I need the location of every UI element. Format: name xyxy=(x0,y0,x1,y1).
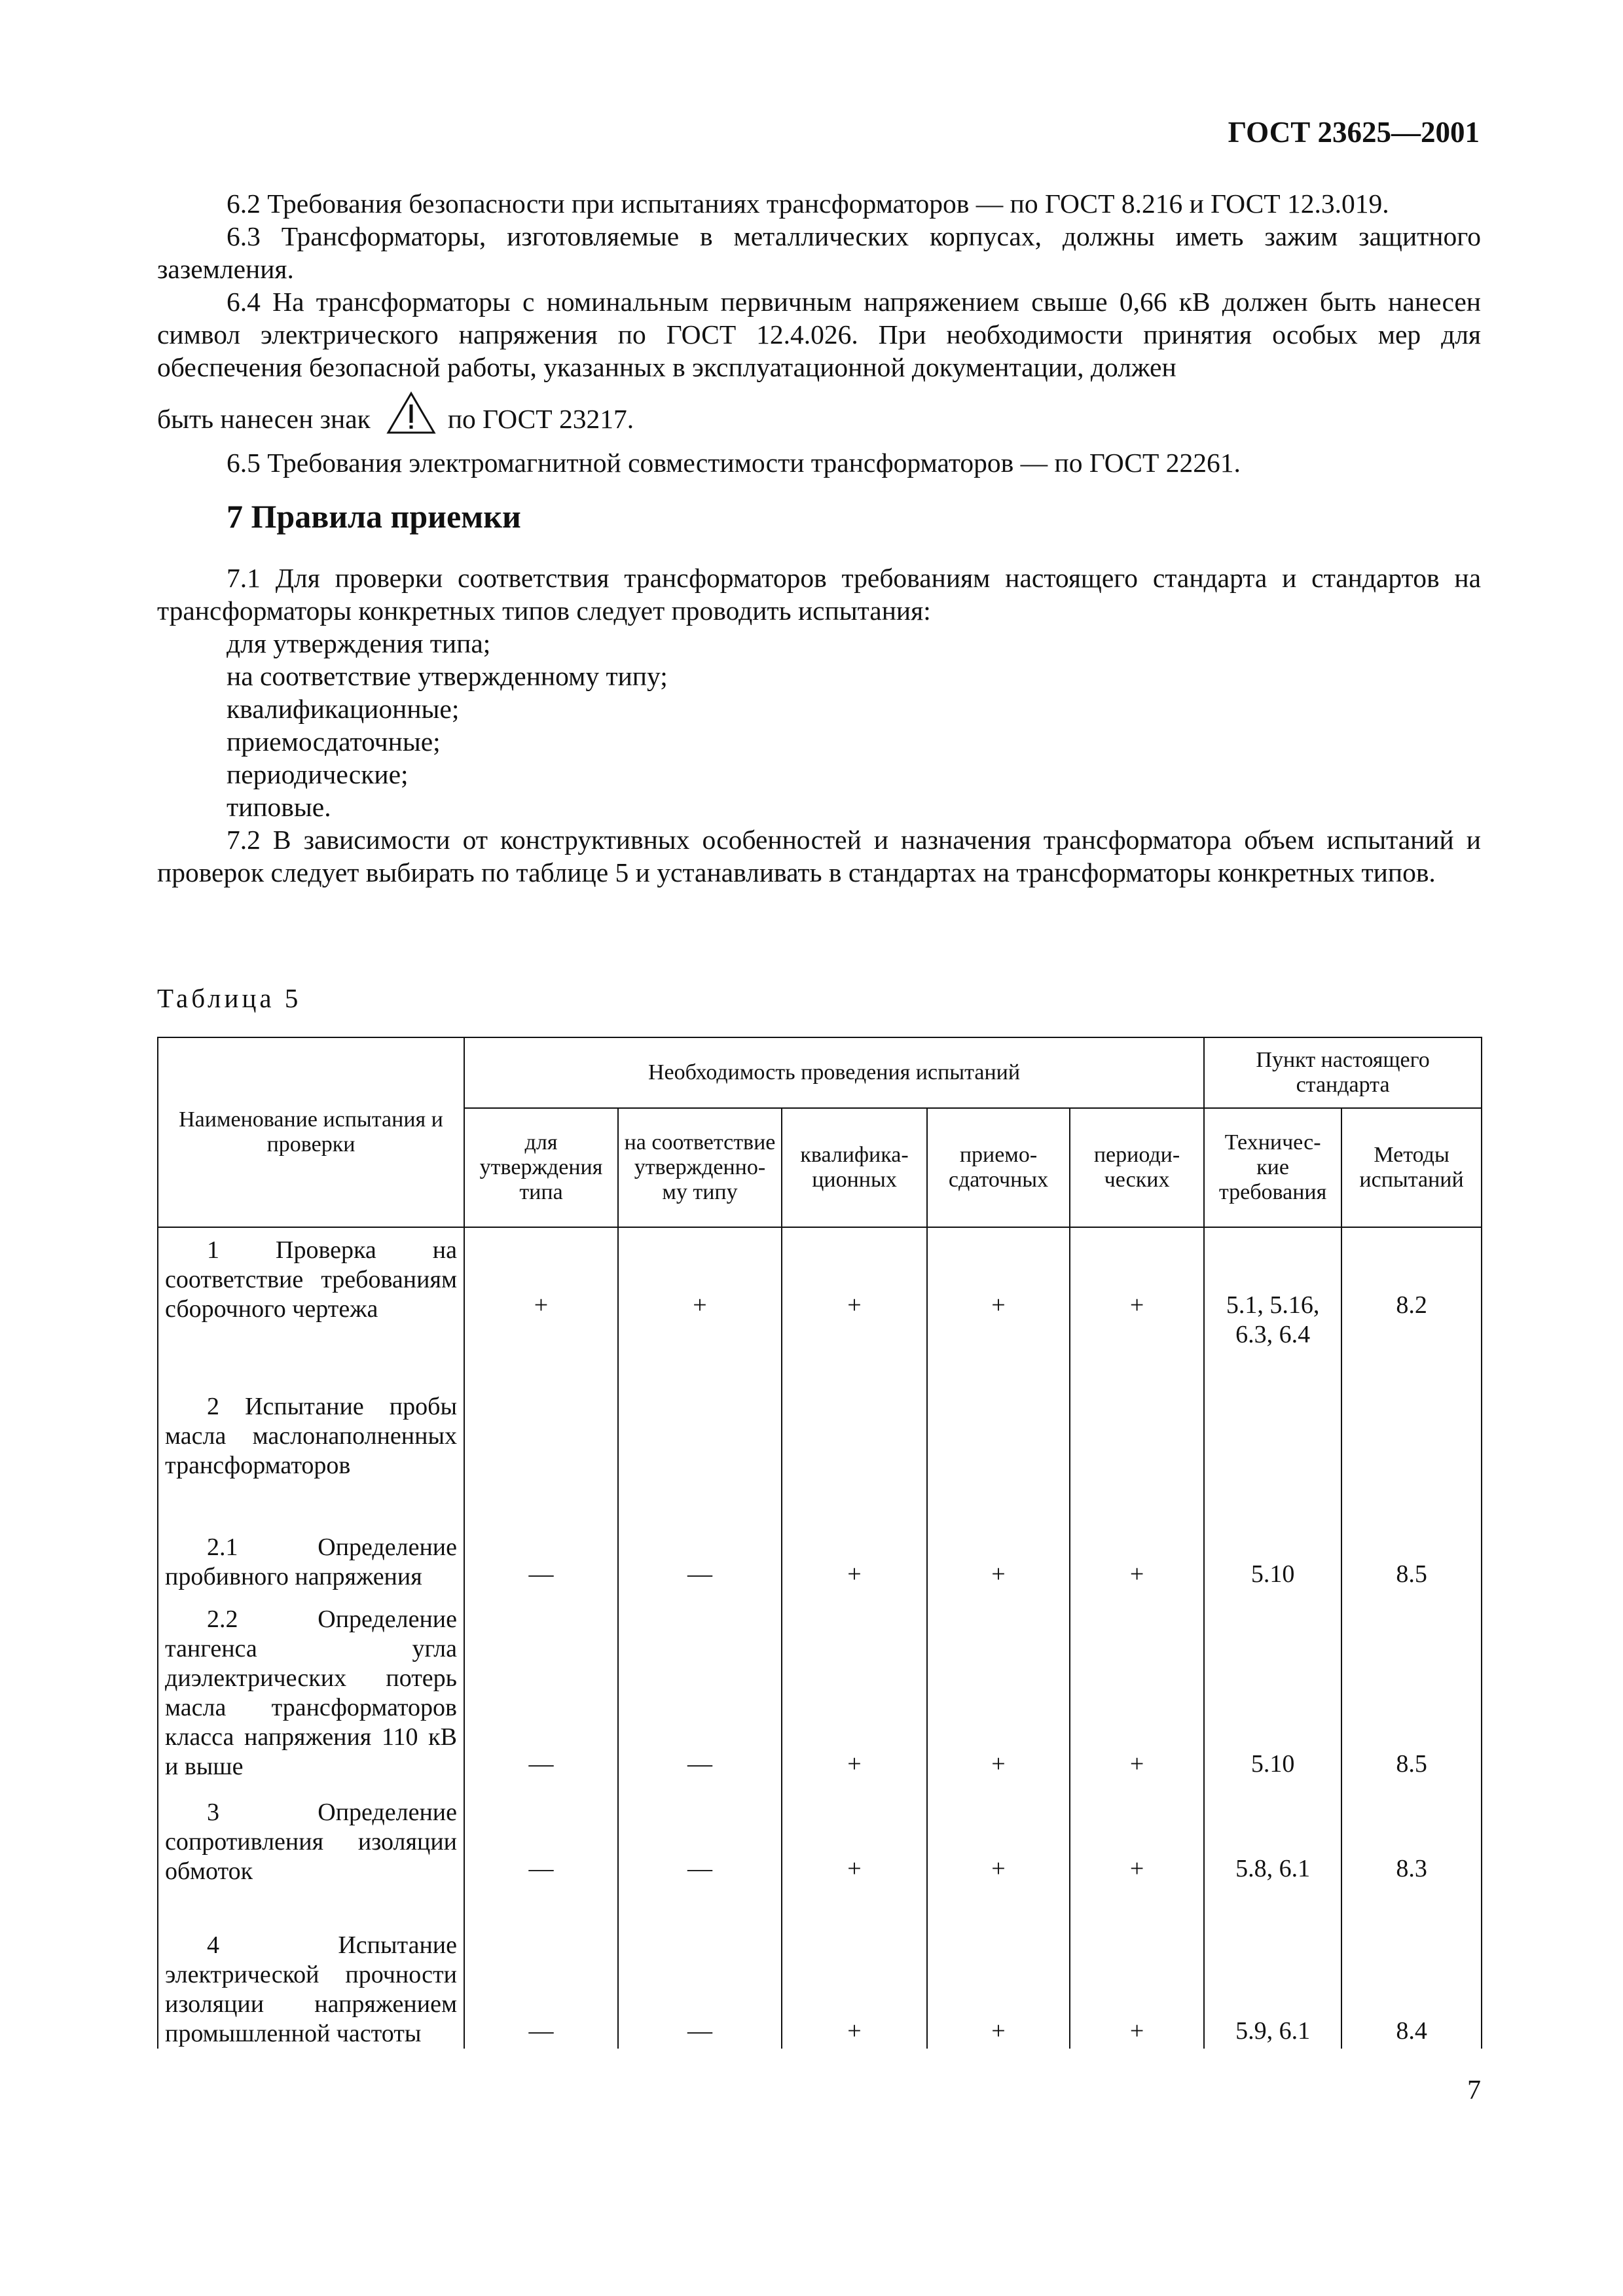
row-name: 3 Определение сопротивления изоляции обмоток xyxy=(165,1799,457,1885)
table-5 xyxy=(157,1037,1482,2049)
header-conformity: на соответствие утвержденно-му типу xyxy=(618,1108,782,1227)
cell-acceptance: + xyxy=(927,1227,1070,1384)
list-item: для утверждения типа; xyxy=(227,628,491,658)
cell-qualification: + xyxy=(782,1486,927,1592)
row-name: 2.2 Определение тангенса угла диэлектрических потерь масла трансформаторов класса напряжения 110 кВ и выше xyxy=(165,1605,457,1780)
cell-acceptance: + xyxy=(927,1592,1070,1782)
sign-line-before: быть нанесен знак xyxy=(157,404,371,434)
cell-acceptance: + xyxy=(927,1886,1070,2049)
cell-periodic: + xyxy=(1070,1592,1204,1782)
header-type-approval: для утверждения типа xyxy=(464,1108,618,1227)
paragraph-6-4-sign-line xyxy=(157,391,1481,439)
list-item: типовые. xyxy=(227,792,331,822)
cell-methods: 8.5 xyxy=(1341,1592,1482,1782)
cell-conformity xyxy=(618,1384,782,1486)
cell-tech-req: 5.1, 5.16, 6.3, 6.4 xyxy=(1204,1227,1341,1384)
cell-methods: 8.4 xyxy=(1341,1886,1482,2049)
cell-tech-req xyxy=(1204,1384,1341,1486)
table-row xyxy=(158,1227,1482,1384)
table-row xyxy=(158,1486,1482,1592)
sign-line-after: по ГОСТ 23217. xyxy=(447,404,634,434)
section-7-title: 7 Правила приемки xyxy=(227,498,521,535)
header-necessity: Необходимость проведения испытаний xyxy=(464,1037,1204,1108)
paragraph-6-4: 6.4 На трансформаторы с номинальным первичным напряжением свыше 0,66 кВ должен быть нанесен символ электрического напряжения по ГОСТ 12.4.026. При необходимости принятия особых мер для обеспечения безопасной работы, указанных в эксплуатационной документации, должен xyxy=(157,287,1481,382)
cell-conformity: — xyxy=(618,1886,782,2049)
list-item: на соответствие утвержденному типу; xyxy=(227,661,668,691)
list-item: квалификационные; xyxy=(227,694,460,724)
cell-conformity: — xyxy=(618,1782,782,1886)
row-name: 2.1 Определение пробивного напряжения xyxy=(165,1534,457,1590)
cell-periodic xyxy=(1070,1384,1204,1486)
header-methods: Методы испытаний xyxy=(1341,1108,1482,1227)
document-body xyxy=(157,187,1481,889)
cell-acceptance xyxy=(927,1384,1070,1486)
table-row xyxy=(158,1782,1482,1886)
cell-qualification: + xyxy=(782,1592,927,1782)
header-clause: Пункт настоящего стандарта xyxy=(1204,1037,1482,1108)
row-name: 4 Испытание электрической прочности изоляции напряжением промышленной частоты xyxy=(165,1931,457,2047)
cell-periodic: + xyxy=(1070,1886,1204,2049)
cell-tech-req: 5.10 xyxy=(1204,1486,1341,1592)
row-name: 1 Проверка на соответствие требованиям сборочного чертежа xyxy=(165,1236,457,1323)
cell-type-approval: + xyxy=(464,1227,618,1384)
paragraph-7-1: 7.1 Для проверки соответствия трансформаторов требованиям настоящего стандарта и стандартов на трансформаторы конкретных типов следует проводить испытания: xyxy=(157,563,1481,626)
row-name: 2 Испытание пробы масла маслонаполненных трансформаторов xyxy=(165,1393,457,1479)
cell-type-approval: — xyxy=(464,1592,618,1782)
paragraph-6-2: 6.2 Требования безопасности при испытаниях трансформаторов — по ГОСТ 8.216 и ГОСТ 12.3.019. xyxy=(227,188,1389,219)
cell-type-approval: — xyxy=(464,1782,618,1886)
cell-qualification: + xyxy=(782,1886,927,2049)
cell-conformity: + xyxy=(618,1227,782,1384)
cell-periodic: + xyxy=(1070,1782,1204,1886)
cell-type-approval xyxy=(464,1384,618,1486)
cell-conformity: — xyxy=(618,1486,782,1592)
table-caption: Таблица 5 xyxy=(157,983,302,1013)
warning-triangle-icon xyxy=(386,391,436,435)
header-acceptance: приемо-сдаточных xyxy=(927,1108,1070,1227)
list-item: приемосдаточные; xyxy=(227,726,441,757)
page-number: 7 xyxy=(1467,2075,1481,2106)
cell-conformity: — xyxy=(618,1592,782,1782)
cell-tech-req: 5.10 xyxy=(1204,1592,1341,1782)
paragraph-6-3: 6.3 Трансформаторы, изготовляемые в металлических корпусах, должны иметь зажим защитного заземления. xyxy=(157,221,1481,284)
header-qualification: квалифика-ционных xyxy=(782,1108,927,1227)
table-row xyxy=(158,1384,1482,1486)
table-row xyxy=(158,1886,1482,2049)
list-item: периодические; xyxy=(227,759,409,789)
cell-periodic: + xyxy=(1070,1227,1204,1384)
cell-tech-req: 5.8, 6.1 xyxy=(1204,1782,1341,1886)
cell-methods: 8.3 xyxy=(1341,1782,1482,1886)
document-code: ГОСТ 23625—2001 xyxy=(1228,116,1480,149)
cell-methods xyxy=(1341,1384,1482,1486)
header-name: Наименование испытания и проверки xyxy=(158,1037,464,1227)
cell-methods: 8.5 xyxy=(1341,1486,1482,1592)
cell-acceptance: + xyxy=(927,1782,1070,1886)
cell-type-approval: — xyxy=(464,1486,618,1592)
cell-type-approval: — xyxy=(464,1886,618,2049)
cell-tech-req: 5.9, 6.1 xyxy=(1204,1886,1341,2049)
table-row xyxy=(158,1592,1482,1782)
cell-acceptance: + xyxy=(927,1486,1070,1592)
cell-qualification xyxy=(782,1384,927,1486)
paragraph-7-2: 7.2 В зависимости от конструктивных особенностей и назначения трансформатора объем испытаний и проверок следует выбирать по таблице 5 и устанавливать в стандартах на трансформаторы конкретных типов. xyxy=(157,825,1481,888)
cell-periodic: + xyxy=(1070,1486,1204,1592)
cell-methods: 8.2 xyxy=(1341,1227,1482,1384)
header-periodic: периоди-ческих xyxy=(1070,1108,1204,1227)
header-tech-req: Техничес-кие требования xyxy=(1204,1108,1341,1227)
cell-qualification: + xyxy=(782,1227,927,1384)
cell-qualification: + xyxy=(782,1782,927,1886)
paragraph-6-5: 6.5 Требования электромагнитной совместимости трансформаторов — по ГОСТ 22261. xyxy=(227,448,1241,478)
